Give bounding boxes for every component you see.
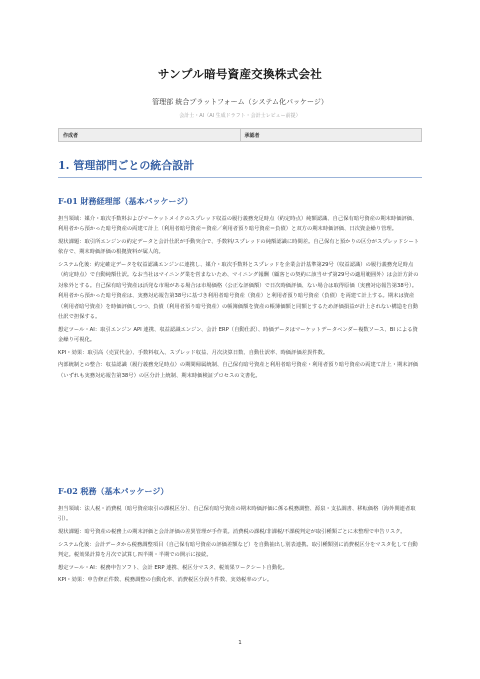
document-title: サンプル暗号資産交換株式会社: [157, 67, 323, 81]
subsection-heading-f02: F-02 税務（基本パッケージ）: [58, 486, 169, 496]
paragraph: 担当領域：媒介・取次手数料およびマーケットメイクのスプレッド収益の履行義務充足時点（約定時点）純額認識、自己保有暗号資産の期末時価評価、利用者から預かった暗号資産の両建て計上（利用者暗号資産＝資産／利用者預り暗号資産＝負債）と双方の期末時価評価、日次資金繰り管理。: [58, 216, 418, 233]
page-number: 1: [238, 640, 242, 646]
section-heading: 1. 管理部門ごとの統合設計: [58, 159, 195, 172]
paragraph: 想定ツール・AI：取引エンジン API 連携、収益認識エンジン、会計 ERP（自動仕訳）、時価データはマーケットデータベンダー複数ソース、BI による資金繰り可視化。: [58, 326, 418, 344]
paragraph: 担当領域：法人税・消費税（暗号資産取引の課税区分）、自己保有暗号資産の期末時価評価に係る税務調整、源泉・支払調書、移転価格（海外関連者取引）。: [58, 506, 416, 523]
subsection-heading-f01: F-01 財務経理部（基本パッケージ）: [58, 196, 193, 206]
author-cell: 作成者: [59, 129, 241, 142]
subsection-body-f01: [58, 214, 422, 383]
approval-table: [58, 128, 422, 142]
paragraph: KPI・効果：申告修正件数、税務調整の自動化率、消費税区分誤り件数、実効税率のブレ。: [58, 577, 273, 584]
paragraph: KPI・効果：取引高（売買代金）、手数料収入、スプレッド収益、月次決算日数、自動仕訳率、時価評価差異件数。: [58, 349, 329, 356]
paragraph: システム化後：約定確定データを収益認識エンジンに連携し、媒介・取次手数料とスプレッドを企業会計基準第29号（収益認識）の履行義務充足時点（約定時点）で自動純額仕訳。なお当社はマイニング業を営まないため、マイニング報酬（顧客との契約に該当せず第29号の適用範囲外）は会計方針の対象外とする。自己保有暗号資産は活発な市場がある場合は市場価格（公正な評価額）で日次時価評価、ない場合は取得原価（実務対応報告第38号）。利用者から預かった暗号資産は、実務対応報告第38号に基づき利用者暗号資産（資産）と利用者預り暗号資産（負債）を両建て計上する。期末は資産（利用者暗号資産）を時価評価しつつ、負債（利用者預り暗号資産）の帳簿価額を資産の帳簿価額と同額とするため評価損益が計上されない構造を自動仕訳で担保する。: [58, 262, 419, 321]
section-divider: [58, 177, 422, 178]
paragraph: システム化後：会計データから税務調整項目（自己保有暗号資産の評価差額など）を自動抽出し別表連携。取引種類別に消費税区分をマスタ化して自動判定。税効果計算を月次で試算し四半期・半期での開示に接続。: [58, 541, 418, 558]
paragraph: 内部統制との整合：収益認識（履行義務充足時点）の期間帰属統制、自己保有暗号資産と利用者暗号資産・利用者預り暗号資産の両建て計上・期末評価（いずれも実務対応報告第38号）の区分計上統制、期末時価検証プロセスの文書化。: [58, 362, 419, 379]
document-subtitle: 管理部 統合プラットフォーム（システム化パッケージ）: [152, 98, 328, 106]
paragraph: 現状課題：暗号資産の税務上の期末評価と会計評価の差異管理が手作業。消費税の課税/非課税/不課税判定が取引種類ごとに未整理で申告リスク。: [58, 529, 406, 535]
document-note: 会計士・AI（AI 生成ドラフト・会計士レビュー前提）: [179, 113, 301, 119]
approver-cell: 承認者: [240, 129, 422, 142]
paragraph: 現状課題：取引所エンジンの約定データと会計仕訳が手動突合で、手数料/スプレッドの純額認識に時間差。自己保有と預かりの区分がスプレッドシート依存で、期末時価評価の根拠資料が属人的。: [58, 239, 420, 256]
subsection-body-f02: [58, 504, 422, 588]
paragraph: 想定ツール・AI：税務申告ソフト、会計 ERP 連携、税区分マスタ、税効果ワークシート自動化。: [58, 564, 288, 571]
